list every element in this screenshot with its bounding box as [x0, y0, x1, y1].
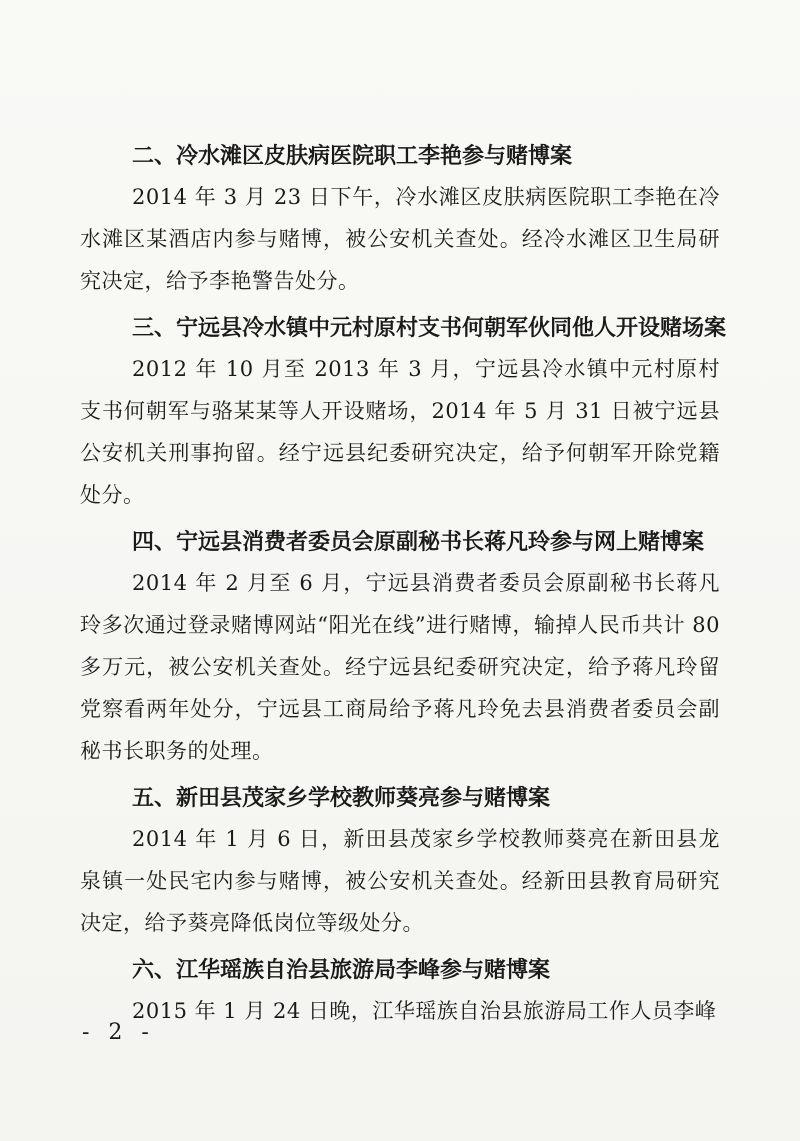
document-body	[80, 138, 727, 1034]
section-paragraph: 2015 年 1 月 24 日晚，江华瑶族自治县旅游局工作人员李峰	[132, 999, 717, 1023]
section-3	[80, 310, 727, 516]
section-paragraph: 2014 年 2 月至 6 月，宁远县消费者委员会原副秘书长蒋凡玲多次通过登录赌博网站“阳光在线”进行赌博，输掉人民币共计 80 多万元，被公安机关查处。经宁远县纪委研究决定，给予蒋凡玲留党察看两年处分，宁远县工商局给予蒋凡玲免去县消费者委员会副秘书长职务的处理。	[80, 571, 720, 763]
section-heading: 五、新田县茂家乡学校教师葵亮参与赌博案	[132, 786, 551, 811]
page-number: - 2 -	[82, 1020, 155, 1045]
section-heading: 二、冷水滩区皮肤病医院职工李艳参与赌博案	[132, 144, 573, 169]
section-heading: 四、宁远县消费者委员会原副秘书长蒋凡玲参与网上赌博案	[132, 530, 705, 555]
section-heading: 三、宁远县冷水镇中元村原村支书何朝军伙同他人开设赌场案	[132, 316, 727, 341]
section-4	[80, 524, 720, 772]
section-2	[80, 138, 720, 302]
section-paragraph: 2014 年 1 月 6 日，新田县茂家乡学校教师葵亮在新田县龙泉镇一处民宅内参与赌博，被公安机关查处。经新田县教育局研究决定，给予葵亮降低岗位等级处分。	[80, 827, 720, 935]
section-heading: 六、江华瑶族自治县旅游局李峰参与赌博案	[132, 958, 551, 983]
section-6	[80, 952, 720, 1032]
section-paragraph: 2012 年 10 月至 2013 年 3 月，宁远县冷水镇中元村原村支书何朝军与骆某某等人开设赌场，2014 年 5 月 31 日被宁远县公安机关刑事拘留。经宁远县纪委研究决定，给予何朝军开除党籍处分。	[80, 357, 720, 507]
section-paragraph: 2014 年 3 月 23 日下午，冷水滩区皮肤病医院职工李艳在冷水滩区某酒店内参与赌博，被公安机关查处。经冷水滩区卫生局研究决定，给予李艳警告处分。	[80, 185, 720, 293]
section-5	[80, 780, 720, 944]
